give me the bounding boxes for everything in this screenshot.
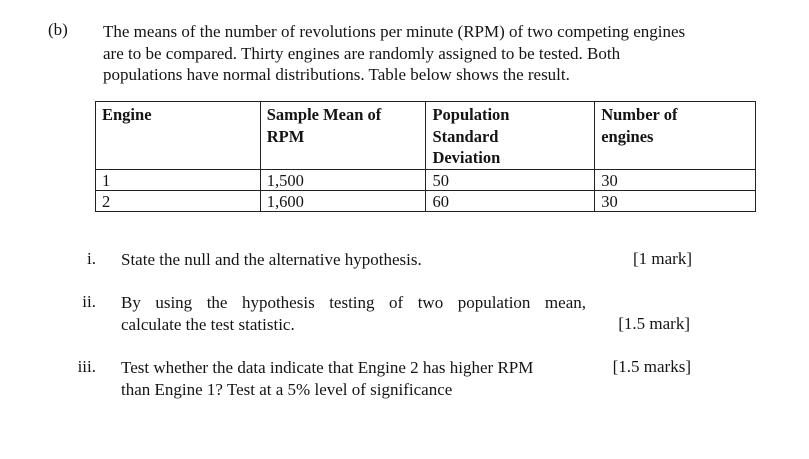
intro-line: The means of the number of revolutions per minute (RPM) of two competing engines bbox=[103, 22, 686, 41]
question-text bbox=[121, 249, 422, 271]
table-row bbox=[96, 169, 756, 190]
cell-engine: 1 bbox=[96, 169, 261, 190]
header-engine: Engine bbox=[96, 102, 261, 170]
intro-line: are to be compared. Thirty engines are randomly assigned to be tested. Both bbox=[103, 43, 621, 63]
cell-population-sd: 50 bbox=[426, 169, 595, 190]
header-sample-mean: Sample Mean of RPM bbox=[260, 102, 426, 170]
table-header-row bbox=[96, 102, 756, 170]
cell-number-of-engines: 30 bbox=[595, 169, 756, 190]
part-label: (b) bbox=[48, 20, 68, 39]
cell-number-of-engines: 30 bbox=[595, 190, 756, 211]
question-line: than Engine 1? Test at a 5% level of significance bbox=[121, 380, 453, 399]
question-mark: [1.5 marks] bbox=[612, 357, 691, 376]
cell-sample-mean: 1,500 bbox=[260, 169, 426, 190]
question-number: iii. bbox=[77, 357, 96, 376]
cell-population-sd: 60 bbox=[426, 190, 595, 211]
question-text bbox=[121, 292, 586, 336]
cell-sample-mean: 1,600 bbox=[260, 190, 426, 211]
question-number: i. bbox=[87, 249, 96, 268]
question-line: calculate the test statistic. bbox=[121, 315, 295, 334]
intro-paragraph bbox=[103, 21, 753, 86]
question-line: State the null and the alternative hypothesis. bbox=[121, 250, 422, 269]
table-row bbox=[96, 190, 756, 211]
intro-line: populations have normal distributions. Table below shows the result. bbox=[103, 65, 570, 84]
cell-engine: 2 bbox=[96, 190, 261, 211]
question-text bbox=[121, 357, 533, 401]
question-mark: [1.5 mark] bbox=[618, 314, 690, 333]
header-population-sd: Population Standard Deviation bbox=[426, 102, 595, 170]
question-line: Test whether the data indicate that Engine 2 has higher RPM bbox=[121, 358, 534, 377]
results-table bbox=[95, 101, 756, 212]
question-mark: [1 mark] bbox=[632, 249, 692, 268]
header-number-of-engines: Number of engines bbox=[595, 102, 756, 170]
question-number: ii. bbox=[82, 292, 96, 311]
question-line: By using the hypothesis testing of two population mean, bbox=[121, 293, 586, 312]
